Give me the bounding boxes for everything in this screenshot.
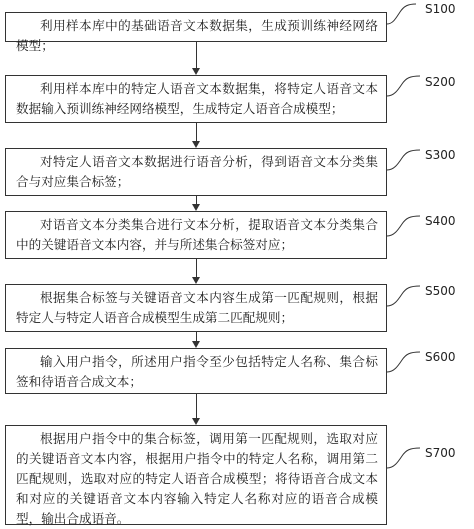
step-text-s700: 根据用户指令中的集合标签，调用第一匹配规则，选取对应的关键语音文本内容，根据用户指令中的特定人名称，调用第二匹配规则，选取对应的特定人语音合成模型；将待语音合成文本和对应的关键语音文本内容输入特定人名称对应的语音合成模型，输出合成语音。 [16, 431, 378, 526]
step-text-s300: 对特定人语音文本数据进行语音分析，得到语音文本分类集合与对应集合标签； [16, 154, 378, 189]
leader-s400 [387, 216, 420, 236]
leader-s600 [387, 352, 420, 372]
step-label-s100: S100 [425, 2, 456, 16]
step-text-s500: 根据集合标签与关键语音文本内容生成第一匹配规则，根据特定人与特定人语音合成模型生成第二匹配规则； [16, 290, 378, 325]
step-label-s200: S200 [425, 75, 456, 89]
step-label-s400: S400 [425, 214, 456, 228]
step-text-s200: 利用样本库中的特定人语音文本数据集，将特定人语音文本数据输入预训练神经网络模型，生成特定人语音合成模型； [16, 81, 378, 116]
step-label-s300: S300 [425, 148, 456, 162]
step-text-s400: 对语音文本分类集合进行文本分析，提取语音文本分类集合中的关键语音文本内容，并与所述集合标签对应； [16, 217, 378, 252]
leader-s100 [387, 4, 416, 24]
leader-s200 [387, 76, 420, 96]
step-text-s600: 输入用户指令，所述用户指令至少包括特定人名称、集合标签和待语音合成文本； [16, 354, 378, 389]
step-label-s500: S500 [425, 284, 456, 298]
step-text-s100: 利用样本库中的基础语音文本数据集，生成预训练神经网络模型； [16, 18, 378, 53]
leader-s300 [387, 150, 420, 170]
leader-s500 [387, 286, 420, 306]
step-label-s600: S600 [425, 350, 456, 364]
leader-s700 [387, 448, 420, 468]
step-label-s700: S700 [425, 446, 456, 460]
